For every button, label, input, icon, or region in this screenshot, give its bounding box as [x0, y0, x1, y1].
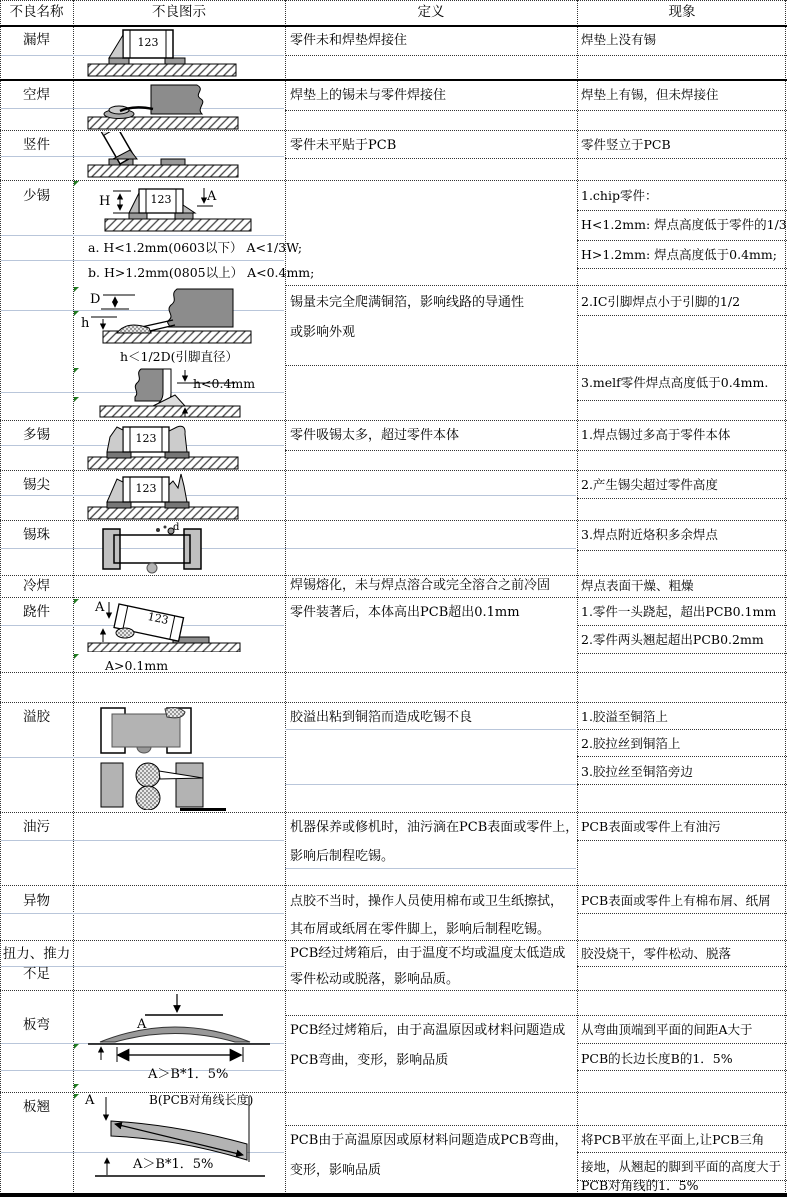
col-header-phenomenon: 现象: [668, 4, 696, 20]
ph-qiaojian-1: 1.零件一头跷起，超出PCB0.1mm: [581, 604, 777, 619]
row-name-banwan: 板弯: [23, 1017, 50, 1033]
illustration-yijiao-2: [73, 757, 285, 810]
sheet-gridline: [1, 260, 284, 261]
def-louhan: 零件未和焊垫焊接住: [290, 33, 408, 48]
illustration-konghan: [73, 82, 285, 130]
def-youwu-2: 影响后制程吃锡。: [290, 849, 395, 864]
ph-louhan: 焊垫上没有锡: [581, 32, 657, 47]
def-lenghan: 焊锡熔化，未与焊点溶合或完全溶合之前冷固: [290, 578, 551, 593]
row-name-banqiao: 板翘: [23, 1099, 50, 1115]
def-youwu-1: 机器保养或修机时，油污滴在PCB表面或零件上，: [290, 820, 579, 835]
def-duoxi: 零件吸锡太多，超过零件本体: [290, 428, 460, 443]
gridline: [577, 840, 787, 841]
row-name-youwu: 油污: [23, 819, 50, 835]
qiaojian-note: A>0.1mm: [105, 658, 169, 673]
sheet-gridline: [1, 235, 284, 236]
row-name-yiwu: 异物: [23, 893, 50, 909]
def-banwan-2: PCB弯曲，变形，影响品质: [290, 1053, 449, 1068]
glue-string-diagram: [73, 757, 285, 810]
ph-shaoxi-4: 2.IC引脚焊点小于引脚的1/2: [581, 294, 741, 309]
gridline: [0, 520, 787, 521]
dim-label-A: A: [137, 1017, 147, 1032]
gridline: [577, 1043, 787, 1044]
cell-flag: [74, 1084, 79, 1089]
row-name-louhan: 漏焊: [23, 32, 50, 48]
gridline: [285, 110, 787, 111]
dim-label-A: A: [95, 600, 105, 615]
ph-niuli: 胶没烧干，零件松动、脱落: [581, 946, 732, 961]
row-name-niuli-2: 不足: [23, 966, 50, 982]
gridline: [285, 55, 787, 56]
sheet-gridline: [1, 840, 284, 841]
ph-banwan-2: PCB的长边长度B的1．5%: [581, 1051, 733, 1066]
def-konghan: 焊垫上的锡未与零件焊接住: [290, 88, 447, 103]
def-niuli-2: 零件松动或脱落，影响品质。: [290, 972, 460, 987]
open-solder-diagram: [73, 82, 285, 130]
cell-flag: [74, 654, 79, 659]
ph-shaoxi-3: H>1.2mm: 焊点高度低于0.4mm;: [581, 247, 777, 262]
row-name-duoxi: 多锡: [23, 427, 50, 443]
chip-body-label: 123: [135, 432, 157, 445]
solder-spike-diagram: [73, 472, 285, 520]
illustration-banwan: [73, 992, 285, 1062]
chip-body-label: 123: [146, 609, 170, 628]
illustration-xijian: [73, 472, 285, 520]
row-name-shaoxi: 少锡: [23, 188, 50, 204]
ph-yiwu: PCB表面或零件上有棉布屑、纸屑: [581, 893, 771, 908]
shaoxi-note-a: a. H<1.2mm(0603以下） A<1/3W;: [88, 240, 303, 255]
ph-youwu: PCB表面或零件上有油污: [581, 819, 721, 834]
row-name-shujian: 竖件: [23, 137, 50, 153]
shaoxi-caption: h＜1/2D(引脚直径）: [119, 349, 239, 364]
gridline: [285, 1125, 787, 1126]
dim-label-A: A: [207, 189, 217, 204]
gridline: [0, 180, 787, 181]
chip-body-label: 123: [135, 482, 157, 495]
def-niuli-1: PCB经过烤箱后，由于温度不均或温度太低造成: [290, 946, 566, 961]
ph-duoxi: 1.焊点锡过多高于零件本体: [581, 427, 731, 442]
def-shaoxi-1: 锡量未完全爬满铜箔，影响线路的导通性: [290, 295, 525, 310]
ph-qiaojian-2: 2.零件两头翘起超出PCB0.2mm: [581, 632, 764, 647]
dim-label-H: H: [99, 194, 111, 209]
gridline: [0, 885, 787, 886]
row-name-yijiao: 溢胶: [23, 709, 50, 725]
ph-yijiao-2: 2.胶拉丝到铜箔上: [581, 736, 681, 751]
gridline: [0, 470, 787, 471]
col-header-definition: 定义: [417, 4, 445, 20]
gridline: [285, 1015, 787, 1016]
ph-shaoxi-1: 1.chip零件：: [581, 188, 658, 203]
gridline: [577, 268, 787, 269]
illustration-qiaojian: [73, 599, 285, 652]
row-name-xizhu: 锡珠: [23, 527, 50, 543]
gridline: [577, 653, 787, 654]
gridline: [0, 420, 787, 421]
def-shujian: 零件未平贴于PCB: [290, 138, 397, 153]
def-banqiao-1: PCB由于高温原因或原材料问题造成PCB弯曲，: [290, 1133, 568, 1148]
illustration-banqiao: [73, 1092, 285, 1195]
dim-label-B: B(PCB对角线长度): [149, 1093, 254, 1107]
ph-banqiao-1: 将PCB平放在平面上,让PCB三角: [581, 1132, 765, 1147]
illustration-shujian: [73, 132, 285, 180]
gridline: [0, 597, 787, 598]
dim-label-h04: h<0.4mm: [193, 376, 256, 391]
board-twist-diagram: [73, 1092, 285, 1195]
glue-overflow-diagram: [73, 704, 285, 757]
illustration-shaoxi-ic: [73, 287, 285, 345]
chip-body-label: 123: [150, 193, 172, 206]
gridline: [0, 812, 787, 813]
gridline: [285, 450, 787, 451]
gridline: [577, 315, 787, 316]
def-yiwu-2: 其布屑或纸屑在零件脚上，影响后制程吃锡。: [290, 922, 551, 937]
banqiao-note: A＞B*1．5%: [133, 1157, 214, 1172]
dim-label-D: D: [90, 292, 101, 307]
row-name-qiaojian: 跷件: [23, 604, 50, 620]
low-solder-ic-lead-diagram: [73, 287, 285, 345]
gridline: [285, 285, 787, 286]
def-banqiao-2: 变形，影响品质: [290, 1163, 382, 1178]
gridline: [0, 130, 787, 131]
row-name-niuli-1: 扭力、推力: [2, 946, 71, 962]
ph-yijiao-1: 1.胶溢至铜箔上: [581, 709, 668, 724]
illustration-shaoxi-melf: [73, 367, 285, 418]
def-yijiao: 胶溢出粘到铜箔而造成吃锡不良: [290, 710, 473, 725]
sheet-gridline: [285, 784, 576, 785]
illustration-xizhu: [73, 522, 285, 575]
gridline: [577, 550, 787, 551]
gridline: [577, 210, 787, 211]
gridline: [577, 625, 787, 626]
ph-banwan-1: 从弯曲顶端到平面的间距A大于: [581, 1022, 753, 1037]
def-shaoxi-2: 或影响外观: [290, 325, 356, 340]
ph-banqiao-3: PCB对角线的1．5%: [581, 1178, 699, 1193]
excess-solder-diagram: [73, 422, 285, 470]
gridline: [577, 400, 787, 401]
ph-xijian: 2.产生锡尖超过零件高度: [581, 477, 718, 492]
illustration-shaoxi-chip: [73, 182, 285, 234]
col-header-illustration: 不良图示: [152, 4, 206, 20]
gridline: [285, 365, 787, 366]
ph-banqiao-2: 接地，从翘起的脚到平面的高度大于: [581, 1159, 782, 1174]
illustration-yijiao-1: [73, 704, 285, 757]
ph-konghan: 焊垫上有锡，但未焊接住: [581, 87, 719, 102]
low-solder-melf-diagram: [73, 367, 285, 418]
row-name-lenghan: 冷焊: [23, 578, 50, 594]
chip-missing-solder-diagram: [73, 27, 285, 79]
dim-label-h: h: [81, 316, 90, 331]
gridline: [577, 240, 787, 241]
ph-yijiao-3: 3.胶拉丝至铜箔旁边: [581, 764, 693, 779]
tombstone-diagram: [73, 132, 285, 180]
ph-shaoxi-2: H<1.2mm: 焊点高度低于零件的1/3: [581, 217, 787, 232]
dim-label-A: A: [85, 1093, 95, 1108]
illustration-louhan: [73, 27, 285, 79]
gridline: [577, 498, 787, 499]
row-name-konghan: 空焊: [23, 87, 50, 103]
illustration-duoxi: [73, 422, 285, 470]
def-qiaojian: 零件装著后，本体高出PCB超出0.1mm: [290, 605, 520, 620]
ph-shaoxi-5: 3.melf零件焊点高度低于0.4mm.: [581, 375, 769, 390]
gridline: [0, 79, 787, 81]
board-bow-diagram: [73, 992, 285, 1062]
shaoxi-note-b: b. H>1.2mm(0805以上） A<0.4mm;: [88, 265, 315, 280]
ph-lenghan: 焊点表面干燥、粗燥: [581, 578, 694, 593]
col-header-name: 不良名称: [9, 4, 64, 20]
ph-xizhu: 3.焊点附近烙积多余焊点: [581, 527, 718, 542]
yijiao-underline: [180, 808, 226, 811]
banwan-note: A＞B*1．5%: [148, 1067, 229, 1082]
gridline: [0, 702, 787, 703]
chip-body-label: 123: [137, 36, 159, 49]
dim-label-d: d: [173, 522, 180, 533]
def-yiwu-1: 点胶不当时，操作人员使用棉布或卫生纸擦拭，: [290, 894, 564, 909]
row-name-xijian: 锡尖: [23, 477, 50, 493]
ph-shujian: 零件竖立于PCB: [581, 137, 671, 152]
def-banwan-1: PCB经过烤箱后，由于高温原因或材料问题造成: [290, 1023, 566, 1038]
